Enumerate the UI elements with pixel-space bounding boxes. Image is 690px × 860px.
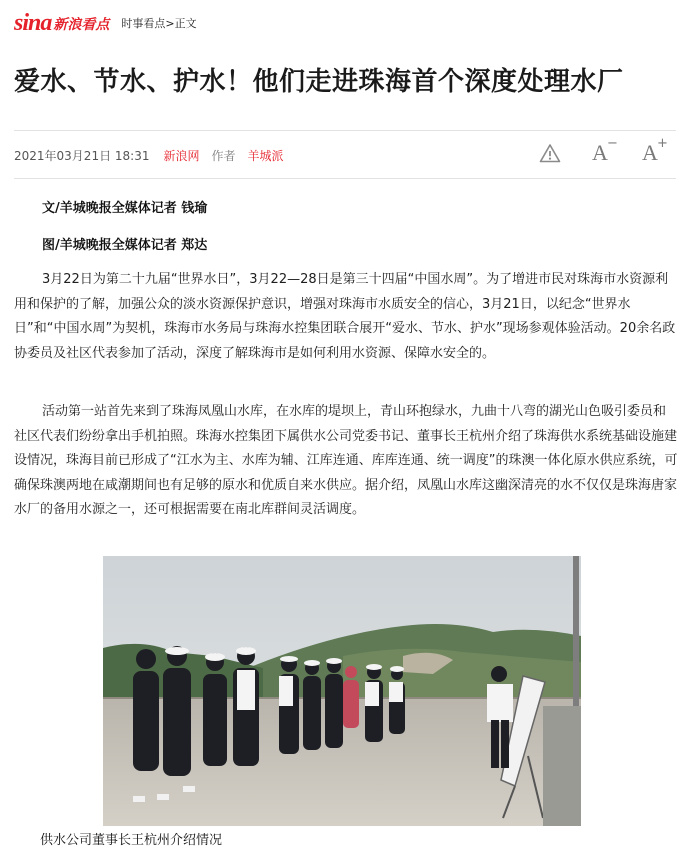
title-divider bbox=[14, 130, 676, 131]
article-title: 爱水、节水、护水！他们走进珠海首个深度处理水厂 bbox=[14, 67, 624, 97]
article-toolbar bbox=[536, 136, 686, 166]
breadcrumb-separator: > bbox=[165, 17, 175, 30]
logo-cn-text: 新浪看点 bbox=[53, 17, 110, 33]
logo-wordmark: sina bbox=[14, 10, 52, 36]
photo-caption: 供水公司董事长王杭州介绍情况 bbox=[40, 833, 223, 848]
breadcrumb bbox=[121, 14, 196, 34]
byline-text: 文/羊城晚报全媒体记者 钱瑜 bbox=[42, 201, 208, 216]
font-decrease-sign: − bbox=[607, 136, 618, 151]
font-decrease-letter: A bbox=[592, 140, 608, 165]
publish-date: 2021年03月21日 18:31 bbox=[14, 149, 150, 163]
top-bar bbox=[14, 8, 197, 36]
breadcrumb-current: 正文 bbox=[174, 17, 197, 30]
paragraph-1: 3月22日为第二十九届“世界水日”，3月22—28日是第三十四届“中国水周”。为了增进市民对珠海市水资源利用和保护的了解，加强公众的淡水资源保护意识，增强对珠海市水质安全的信心，3月21日，以纪念“世界水日”和“中国水周”为契机，珠海市水务局与珠海水控集团联合展开“爱水、节水、护水”现场参观体验活动。20余名政协委员及社区代表参加了活动，深度了解珠海市是如何利用水资源、保障水安全的。 bbox=[14, 272, 676, 361]
sina-logo[interactable] bbox=[14, 9, 109, 35]
author-name: 羊城派 bbox=[247, 149, 284, 163]
article-meta bbox=[14, 147, 284, 164]
breadcrumb-channel[interactable]: 时事看点 bbox=[121, 17, 166, 30]
source-link[interactable]: 新浪网 bbox=[163, 149, 200, 163]
font-increase-letter: A bbox=[642, 140, 658, 165]
byline-photo: 图/羊城晚报全媒体记者 郑达 bbox=[42, 238, 208, 253]
report-icon[interactable] bbox=[536, 140, 564, 166]
author-label: 作者 bbox=[211, 149, 236, 163]
article-photo bbox=[103, 556, 581, 826]
font-decrease-icon[interactable] bbox=[586, 136, 618, 166]
font-increase-icon[interactable] bbox=[636, 136, 668, 166]
paragraph-2: 活动第一站首先来到了珠海凤凰山水库，在水库的堤坝上，青山环抱绿水，九曲十八弯的湖光山色吸引委员和社区代表们纷纷拿出手机拍照。珠海水控集团下属供水公司党委书记、董事长王杭州介绍了珠海供水系统基础设施建设情况，珠海目前已形成了“江水为主、水库为辅、江库连通、库库连通、统一调度”的珠澳一体化原水供应系统，可确保珠澳两地在咸潮期间也有足够的原水和优质自来水供应。据介绍，凤凰山水库这幽深清亮的水不仅仅是珠海唐家水厂的备用水源之一，还可根据需要在南北库群间灵活调度。 bbox=[14, 404, 678, 517]
meta-divider bbox=[14, 178, 676, 179]
font-increase-sign: + bbox=[657, 136, 668, 151]
